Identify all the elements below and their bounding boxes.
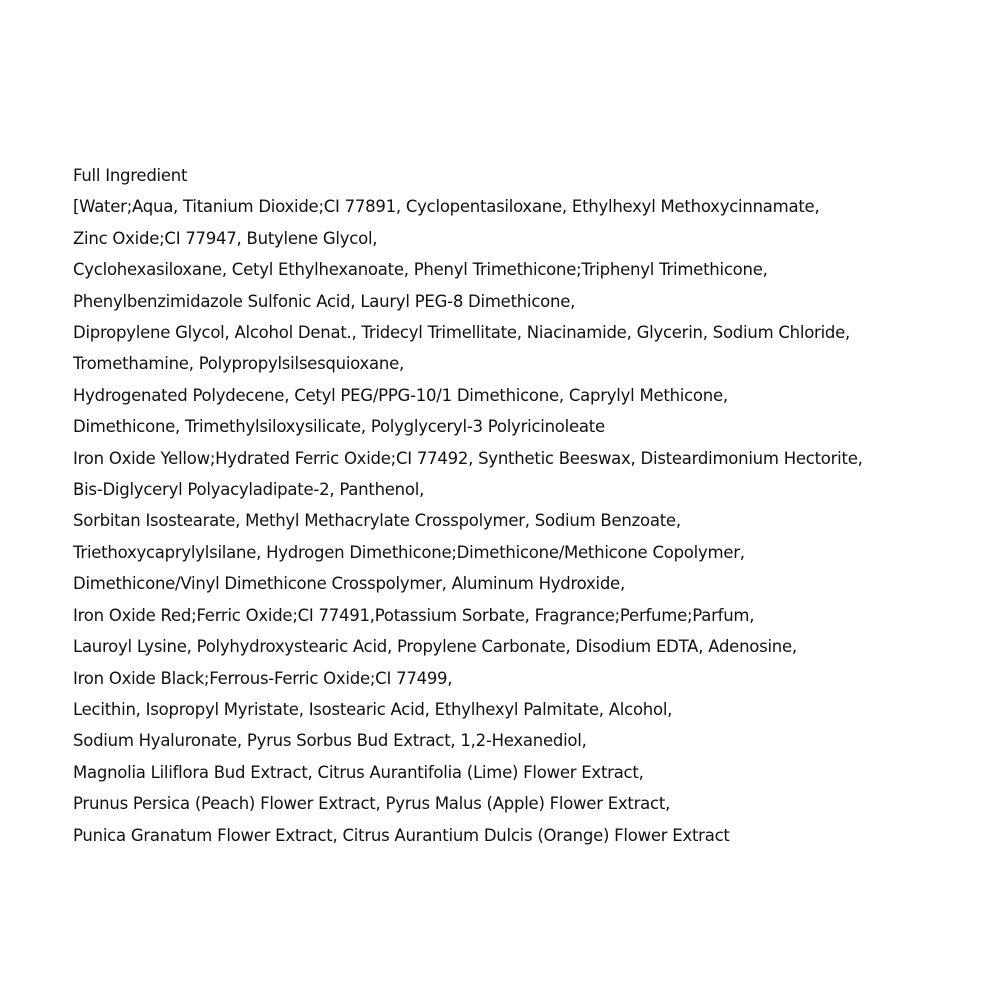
ingredient-line: Bis-Diglyceryl Polyacyladipate-2, Panthenol, xyxy=(73,480,425,500)
ingredient-line: Punica Granatum Flower Extract, Citrus Aurantium Dulcis (Orange) Flower Extract xyxy=(73,825,730,845)
ingredient-line: Iron Oxide Black;Ferrous-Ferric Oxide;CI 77499, xyxy=(73,668,453,688)
ingredient-list xyxy=(73,160,973,851)
ingredient-line: Sorbitan Isostearate, Methyl Methacrylate Crosspolymer, Sodium Benzoate, xyxy=(73,511,681,531)
ingredient-line: Tromethamine, Polypropylsilsesquioxane, xyxy=(73,354,404,374)
ingredient-line: Triethoxycaprylylsilane, Hydrogen Dimethicone;Dimethicone/Methicone Copolymer, xyxy=(73,542,745,562)
ingredient-line: Iron Oxide Red;Ferric Oxide;CI 77491,Potassium Sorbate, Fragrance;Perfume;Parfum, xyxy=(73,605,755,625)
ingredient-line: Hydrogenated Polydecene, Cetyl PEG/PPG-10/1 Dimethicone, Caprylyl Methicone, xyxy=(73,385,728,405)
ingredient-line: Prunus Persica (Peach) Flower Extract, Pyrus Malus (Apple) Flower Extract, xyxy=(73,794,671,814)
ingredient-line: Iron Oxide Yellow;Hydrated Ferric Oxide;CI 77492, Synthetic Beeswax, Disteardimonium Hectorite, xyxy=(73,448,863,468)
ingredient-line: Phenylbenzimidazole Sulfonic Acid, Lauryl PEG-8 Dimethicone, xyxy=(73,291,576,311)
ingredient-line: Cyclohexasiloxane, Cetyl Ethylhexanoate, Phenyl Trimethicone;Triphenyl Trimethicone, xyxy=(73,260,768,280)
ingredient-line: Magnolia Liliflora Bud Extract, Citrus Aurantifolia (Lime) Flower Extract, xyxy=(73,762,644,782)
ingredient-line: Lecithin, Isopropyl Myristate, Isostearic Acid, Ethylhexyl Palmitate, Alcohol, xyxy=(73,699,673,719)
ingredient-line: Lauroyl Lysine, Polyhydroxystearic Acid, Propylene Carbonate, Disodium EDTA, Adenosine, xyxy=(73,637,797,657)
ingredient-line: Sodium Hyaluronate, Pyrus Sorbus Bud Extract, 1,2-Hexanediol, xyxy=(73,731,587,751)
ingredient-line: Dimethicone/Vinyl Dimethicone Crosspolymer, Aluminum Hydroxide, xyxy=(73,574,625,594)
ingredient-line: Dimethicone, Trimethylsiloxysilicate, Polyglyceryl-3 Polyricinoleate xyxy=(73,417,605,437)
ingredient-line: [Water;Aqua, Titanium Dioxide;CI 77891, Cyclopentasiloxane, Ethylhexyl Methoxycinnamate, xyxy=(73,197,820,217)
ingredient-line: Dipropylene Glycol, Alcohol Denat., Tridecyl Trimellitate, Niacinamide, Glycerin, Sodium Chloride, xyxy=(73,323,851,343)
ingredient-line: Zinc Oxide;CI 77947, Butylene Glycol, xyxy=(73,228,378,248)
document-title: Full Ingredient xyxy=(73,166,188,185)
